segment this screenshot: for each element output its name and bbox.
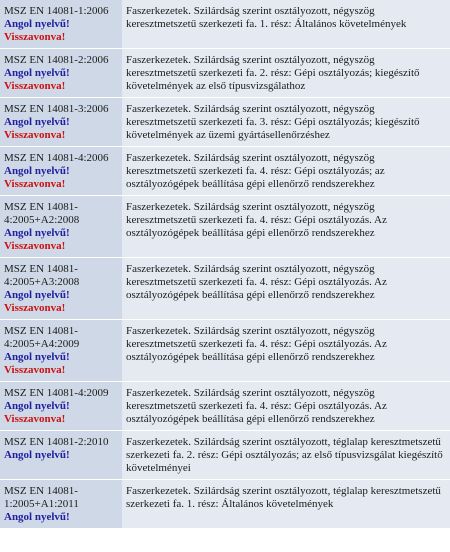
withdrawn-note: Visszavonva!	[4, 364, 66, 376]
standard-title: Faszerkezetek. Szilárdság szerint osztályozott, téglalap keresztmetszetű szerkezeti fa. 1. rész: Általános követelmények	[122, 480, 450, 528]
standard-code-link[interactable]: MSZ EN 14081-4:2005+A4:2009	[4, 325, 80, 350]
withdrawn-note: Visszavonva!	[4, 240, 66, 252]
withdrawn-note: Visszavonva!	[4, 31, 66, 43]
standard-code-cell	[0, 196, 122, 257]
standard-code-link[interactable]: MSZ EN 14081-4:2009	[4, 387, 109, 399]
withdrawn-note: Visszavonva!	[4, 129, 66, 141]
standard-code-cell	[0, 258, 122, 319]
withdrawn-note: Visszavonva!	[4, 178, 66, 190]
table-row[interactable]	[0, 98, 450, 146]
standard-code-cell	[0, 382, 122, 430]
language-note: Angol nyelvű!	[4, 351, 70, 363]
standard-code-link[interactable]: MSZ EN 14081-3:2006	[4, 103, 109, 115]
standard-title: Faszerkezetek. Szilárdság szerint osztályozott, négyszög keresztmetszetű szerkezeti fa. 2. rész: Gépi osztályozás; kiegészítő követelmények az első típusvizsgálathoz	[122, 49, 450, 97]
table-row[interactable]	[0, 258, 450, 319]
standard-title: Faszerkezetek. Szilárdság szerint osztályozott, négyszög keresztmetszetű szerkezeti fa. 4. rész: Gépi osztályozás. Az osztályozógépek beállítása gépi ellenőrző rendszerekhez	[122, 258, 450, 319]
standard-code-cell	[0, 431, 122, 479]
standard-code-cell	[0, 147, 122, 195]
standard-code-cell	[0, 320, 122, 381]
table-row[interactable]	[0, 49, 450, 97]
language-note: Angol nyelvű!	[4, 116, 70, 128]
standard-code-link[interactable]: MSZ EN 14081-4:2006	[4, 152, 109, 164]
table-row[interactable]	[0, 196, 450, 257]
table-row[interactable]	[0, 147, 450, 195]
table-row[interactable]	[0, 431, 450, 479]
language-note: Angol nyelvű!	[4, 227, 70, 239]
language-note: Angol nyelvű!	[4, 449, 70, 461]
withdrawn-note: Visszavonva!	[4, 413, 66, 425]
language-note: Angol nyelvű!	[4, 165, 70, 177]
standard-code-link[interactable]: MSZ EN 14081-1:2006	[4, 5, 109, 17]
table-row[interactable]	[0, 480, 450, 528]
table-row[interactable]	[0, 320, 450, 381]
standard-code-cell	[0, 98, 122, 146]
withdrawn-note: Visszavonva!	[4, 302, 66, 314]
standard-code-link[interactable]: MSZ EN 14081-4:2005+A3:2008	[4, 263, 80, 288]
standard-code-cell	[0, 0, 122, 48]
table-row[interactable]	[0, 0, 450, 48]
standard-code-link[interactable]: MSZ EN 14081-2:2010	[4, 436, 109, 448]
standard-title: Faszerkezetek. Szilárdság szerint osztályozott, négyszög keresztmetszetű szerkezeti fa. 3. rész: Gépi osztályozás; kiegészítő követelmények az üzemi gyártásellenőrzéshez	[122, 98, 450, 146]
standard-code-cell	[0, 480, 122, 528]
language-note: Angol nyelvű!	[4, 18, 70, 30]
standard-title: Faszerkezetek. Szilárdság szerint osztályozott, négyszög keresztmetszetű szerkezeti fa. 4. rész: Gépi osztályozás. Az osztályozógépek beállítása gépi ellenőrző rendszerekhez	[122, 382, 450, 430]
standard-title: Faszerkezetek. Szilárdság szerint osztályozott, négyszög keresztmetszetű szerkezeti fa. 4. rész: Gépi osztályozás. Az osztályozógépek beállítása gépi ellenőrző rendszerekhez	[122, 196, 450, 257]
language-note: Angol nyelvű!	[4, 289, 70, 301]
standard-title: Faszerkezetek. Szilárdság szerint osztályozott, négyszög keresztmetszetű szerkezeti fa. 4. rész: Gépi osztályozás; az osztályozógépek beállítása gépi ellenőrző rendszerekhez	[122, 147, 450, 195]
standard-title: Faszerkezetek. Szilárdság szerint osztályozott, négyszög keresztmetszetű szerkezeti fa. 4. rész: Gépi osztályozás. Az osztályozógépek beállítása gépi ellenőrző rendszerekhez	[122, 320, 450, 381]
standard-title: Faszerkezetek. Szilárdság szerint osztályozott, négyszög keresztmetszetű szerkezeti fa. 1. rész: Általános követelmények	[122, 0, 450, 48]
standard-code-cell	[0, 49, 122, 97]
table-row[interactable]	[0, 382, 450, 430]
standard-title: Faszerkezetek. Szilárdság szerint osztályozott, téglalap keresztmetszetű szerkezeti fa. 2. rész: Gépi osztályozás; az első típusvizsgálat kiegészítő követelményei	[122, 431, 450, 479]
standard-code-link[interactable]: MSZ EN 14081-4:2005+A2:2008	[4, 201, 80, 226]
standard-code-link[interactable]: MSZ EN 14081-1:2005+A1:2011	[4, 485, 79, 510]
language-note: Angol nyelvű!	[4, 67, 70, 79]
withdrawn-note: Visszavonva!	[4, 80, 66, 92]
language-note: Angol nyelvű!	[4, 511, 70, 523]
language-note: Angol nyelvű!	[4, 400, 70, 412]
standard-code-link[interactable]: MSZ EN 14081-2:2006	[4, 54, 109, 66]
